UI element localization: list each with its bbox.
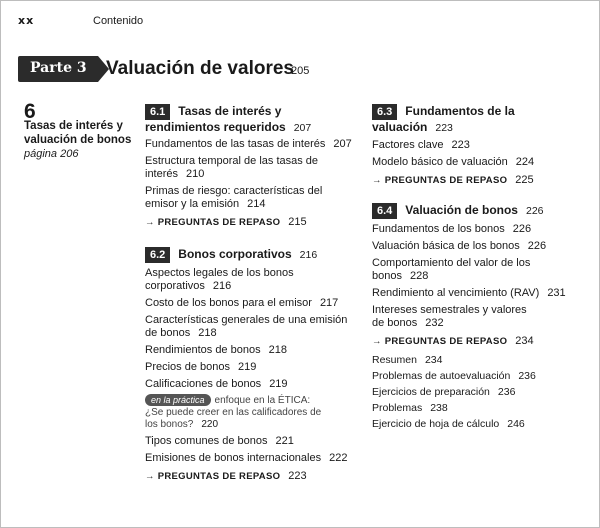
section-title[interactable]: Tasas de interés y <box>178 104 282 118</box>
chapter-end-items <box>372 354 587 431</box>
section-6-2 <box>145 247 365 483</box>
part-label: Parte 3 <box>30 60 87 76</box>
toc-item[interactable]: Características generales de una emisión de bonos 218 <box>145 314 348 339</box>
toc-item[interactable]: Fundamentos de los bonos 226 <box>372 223 532 235</box>
toc-item[interactable]: Valuación básica de los bonos 226 <box>372 240 547 252</box>
chapter-page: página 206 <box>24 148 79 160</box>
review-questions[interactable]: → PREGUNTAS DE REPASO 215 <box>145 216 307 228</box>
toc-item[interactable]: Costo de los bonos para el emisor 217 <box>145 297 339 309</box>
toc-item-practice[interactable]: en la práctica enfoque en la ÉTICA: ¿Se puede creer en las calificadores de los bonos? 220 <box>145 395 322 430</box>
toc-item[interactable]: Problemas 238 <box>372 402 448 414</box>
section-badge: 6.1 <box>145 104 170 120</box>
toc-item[interactable]: Estructura temporal de las tasas de interés 210 <box>145 155 319 180</box>
section-title-cont[interactable]: valuación <box>372 120 428 134</box>
part-page: 205 <box>291 65 310 77</box>
section-badge: 6.4 <box>372 203 397 219</box>
section-6-3 <box>372 104 587 187</box>
toc-item[interactable]: Ejercicios de preparación 236 <box>372 386 516 398</box>
practice-badge: en la práctica <box>145 394 211 406</box>
chapter-number: 6 <box>24 100 36 123</box>
section-page: 223 <box>435 122 453 134</box>
toc-item[interactable]: Fundamentos de las tasas de interés 207 <box>145 138 352 150</box>
toc-item[interactable]: Factores clave 223 <box>372 139 470 151</box>
toc-item[interactable]: Emisiones de bonos internacionales 222 <box>145 452 348 464</box>
section-badge: 6.2 <box>145 247 170 263</box>
toc-item[interactable]: Aspectos legales de los bonos corporativos 216 <box>145 267 294 292</box>
toc-item[interactable]: Modelo básico de valuación 224 <box>372 156 535 168</box>
toc-item[interactable]: Intereses semestrales y valores de bonos 232 <box>372 304 527 329</box>
review-questions[interactable]: → PREGUNTAS DE REPASO 225 <box>372 174 534 186</box>
chapter-title[interactable]: Tasas de interés y valuación de bonos <box>24 120 132 146</box>
review-questions[interactable]: → PREGUNTAS DE REPASO 234 <box>372 335 534 347</box>
section-badge: 6.3 <box>372 104 397 120</box>
toc-item[interactable]: Precios de bonos 219 <box>145 361 257 373</box>
section-page: 207 <box>293 122 312 134</box>
toc-item[interactable]: Problemas de autoevaluación 236 <box>372 370 536 382</box>
section-title[interactable]: Fundamentos de la <box>405 104 515 118</box>
section-6-4 <box>372 203 587 431</box>
toc-item[interactable]: Rendimientos de bonos 218 <box>145 344 287 356</box>
review-questions[interactable]: → PREGUNTAS DE REPASO 223 <box>145 470 307 482</box>
section-title[interactable]: Bonos corporativos 216 <box>178 247 318 261</box>
section-title[interactable]: Valuación de bonos 226 <box>405 203 544 217</box>
running-header: Contenido <box>93 15 144 27</box>
part-title[interactable]: Valuación de valores <box>106 58 294 79</box>
toc-item[interactable]: Rendimiento al vencimiento (RAV) 231 <box>372 287 566 299</box>
section-title-cont[interactable]: rendimientos requeridos <box>145 120 286 134</box>
toc-item[interactable]: Tipos comunes de bonos 221 <box>145 435 294 447</box>
toc-item[interactable]: Comportamiento del valor de los bonos 228 <box>372 257 531 282</box>
section-6-1 <box>145 104 360 229</box>
toc-item[interactable]: Calificaciones de bonos 219 <box>145 378 288 390</box>
toc-item[interactable]: Resumen 234 <box>372 354 443 366</box>
page-number: xx <box>18 14 35 27</box>
toc-item[interactable]: Ejercicio de hoja de cálculo 246 <box>372 418 525 430</box>
toc-item[interactable]: Primas de riesgo: características del emisor y la emisión 214 <box>145 185 323 210</box>
